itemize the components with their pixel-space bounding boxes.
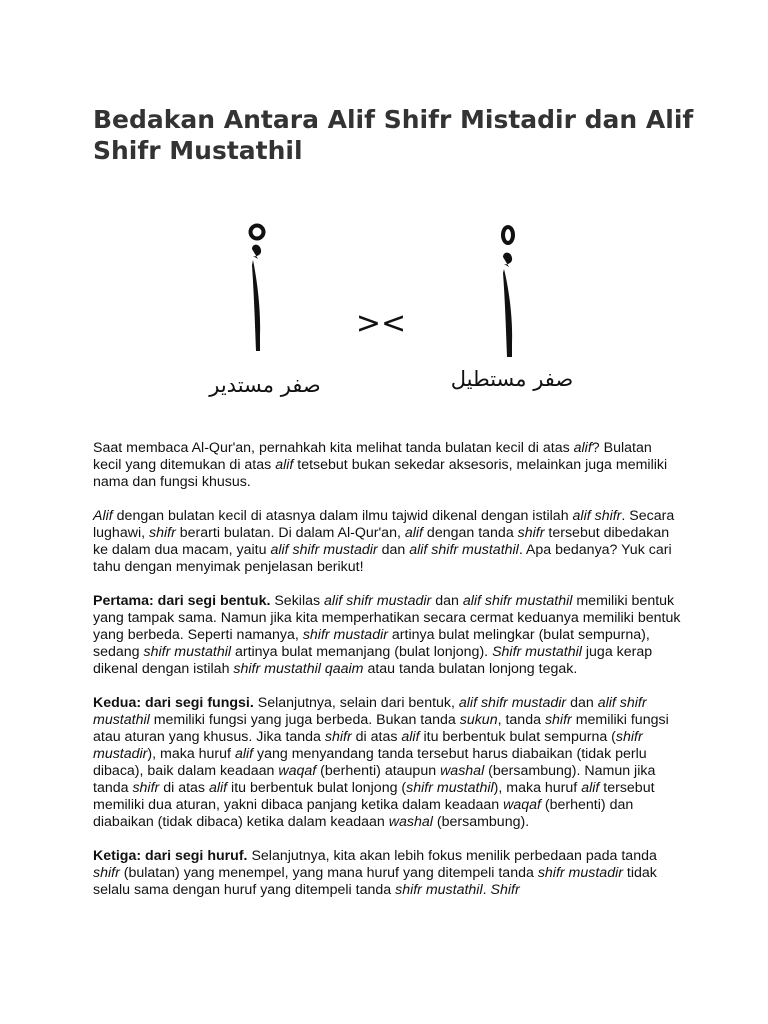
text-run: juga kerap dikenal dengan istilah [93, 644, 653, 677]
text-run: ? Bulatan kecil yang ditemukan di atas [93, 440, 652, 473]
text-run: dan [566, 695, 598, 711]
italic-term: shifr [544, 712, 572, 728]
italic-term: waqaf [278, 763, 317, 779]
text-run: di atas [159, 780, 209, 796]
text-run: dengan bulatan kecil di atasnya dalam ilmu tajwid dikenal dengan istilah [112, 508, 573, 524]
italic-term: sukun [459, 712, 498, 728]
text-run: tersebut memiliki dua aturan, yakni dibaca panjang ketika dalam keadaan [93, 780, 655, 813]
italic-term: shifr mustathil [395, 882, 483, 898]
italic-term: Shifr [490, 882, 520, 898]
italic-term: shifr [149, 525, 176, 541]
italic-term: shifr mustathil [406, 780, 494, 796]
text-run: artinya bulat memanjang (bulat lonjong). [231, 644, 493, 660]
text-run: atau tanda bulatan lonjong tegak. [363, 661, 578, 677]
text-run: tetsebut bukan sekedar aksesoris, melainkan juga memiliki nama dan fungsi khusus. [93, 457, 668, 490]
paragraph-definition [93, 508, 683, 576]
text-run: di atas [351, 729, 402, 745]
italic-term: shifr mustadir [93, 729, 643, 762]
alif-comparison-figure [190, 215, 590, 410]
article-body [93, 440, 683, 916]
italic-term: alif [208, 780, 228, 796]
italic-term: washal [388, 814, 433, 830]
bold-run: Pertama: dari segi bentuk. [93, 593, 271, 609]
text-run: itu berbentuk bulat sempurna ( [419, 729, 616, 745]
text-run: dan [431, 593, 463, 609]
alif-shifr-mustathil-glyph [503, 227, 513, 357]
caption-shifr-mustathil: صفر مستطيل [450, 367, 574, 391]
text-run: tersebut dibedakan ke dalam dua macam, yaitu [93, 525, 670, 558]
paragraph-intro [93, 440, 683, 491]
page-title: Bedakan Antara Alif Shifr Mistadir dan Alif Shifr Mustathil [93, 105, 694, 165]
italic-term: alif shifr mustadir [458, 695, 567, 711]
alif-shifr-mustadir-glyph [251, 226, 264, 352]
text-run: dengan tanda [422, 525, 518, 541]
text-run: tidak selalu sama dengan huruf yang ditempeli tanda [93, 865, 657, 898]
text-run: memiliki fungsi atau aturan yang khusus. Jika tanda [93, 712, 669, 745]
text-run: Selanjutnya, kita akan lebih fokus menilik perbedaan pada tanda [247, 848, 657, 864]
paragraph-huruf [93, 848, 683, 899]
text-run: dan [377, 542, 410, 558]
italic-term: alif shifr mustadir [270, 542, 378, 558]
text-run: (berhenti) ataupun [316, 763, 441, 779]
paragraph-bentuk [93, 593, 683, 678]
italic-term: alif shifr mustathil [93, 695, 647, 728]
italic-term: alif shifr mustathil [409, 542, 519, 558]
italic-term: shifr mustathil [143, 644, 232, 660]
text-run: . [482, 882, 491, 898]
text-run: ), maka huruf [147, 746, 235, 762]
italic-term: shifr mustathil qaaim [233, 661, 364, 677]
italic-term: alif shifr mustadir [324, 593, 432, 609]
italic-term: waqaf [503, 797, 541, 813]
text-run: itu berbentuk bulat lonjong ( [227, 780, 407, 796]
italic-term: Shifr mustathil [492, 644, 582, 660]
italic-term: alif [275, 457, 294, 473]
text-run: Saat membaca Al-Qur'an, pernahkah kita melihat tanda bulatan kecil di atas [93, 440, 574, 456]
italic-term: alif [581, 780, 600, 796]
italic-term: alif [234, 746, 254, 762]
text-run: yang menyandang tanda tersebut harus diabaikan (tidak perlu dibaca), baik dalam keadaan [93, 746, 647, 779]
text-run: berarti bulatan. Di dalam Al-Qur'an, [175, 525, 405, 541]
bold-run: Kedua: dari segi fungsi. [93, 695, 254, 711]
italic-term: shifr mustadir [302, 627, 388, 643]
text-run: . Secara lughawi, [93, 508, 675, 541]
text-run: Sekilas [270, 593, 325, 609]
italic-term: shifr [324, 729, 352, 745]
paragraph-fungsi [93, 695, 683, 831]
italic-term: alif [404, 525, 423, 541]
text-run: (berhenti) dan diabaikan (tidak dibaca) ketika dalam keadaan [93, 797, 634, 830]
text-run: memiliki fungsi yang juga berbeda. Bukan tanda [149, 712, 460, 728]
italic-term: alif [401, 729, 420, 745]
italic-term: shifr [132, 780, 160, 796]
italic-term: Alif [93, 508, 113, 524]
text-run: Selanjutnya, selain dari bentuk, [253, 695, 459, 711]
text-run: , tanda [497, 712, 545, 728]
text-run: artinya bulat melingkar (bulat sempurna), sedang [93, 627, 650, 660]
italic-term: washal [440, 763, 485, 779]
italic-term: alif shifr [572, 508, 622, 524]
text-run: ), maka huruf [493, 780, 582, 796]
italic-term: shifr [93, 865, 120, 881]
italic-term: shifr [517, 525, 545, 541]
caption-shifr-mustadir: صفر مستدير [209, 373, 321, 397]
italic-term: alif [573, 440, 592, 456]
italic-term: alif shifr mustathil [462, 593, 573, 609]
text-run: . Apa bedanya? Yuk cari tahu dengan menyimak penjelasan berikut! [93, 542, 672, 575]
text-run: (bersambung). [432, 814, 530, 830]
comparison-symbol: >< [355, 306, 407, 341]
bold-run: Ketiga: dari segi huruf. [93, 848, 248, 864]
text-run: (bersambung). Namun jika tanda [93, 763, 656, 796]
italic-term: shifr mustadir [537, 865, 623, 881]
text-run: (bulatan) yang menempel, yang mana huruf yang ditempeli tanda [119, 865, 538, 881]
text-run: memiliki bentuk yang tampak sama. Namun jika kita memperhatikan secara cermat keduanya memiliki bentuk yang berbeda. Seperti namanya, [93, 593, 681, 643]
